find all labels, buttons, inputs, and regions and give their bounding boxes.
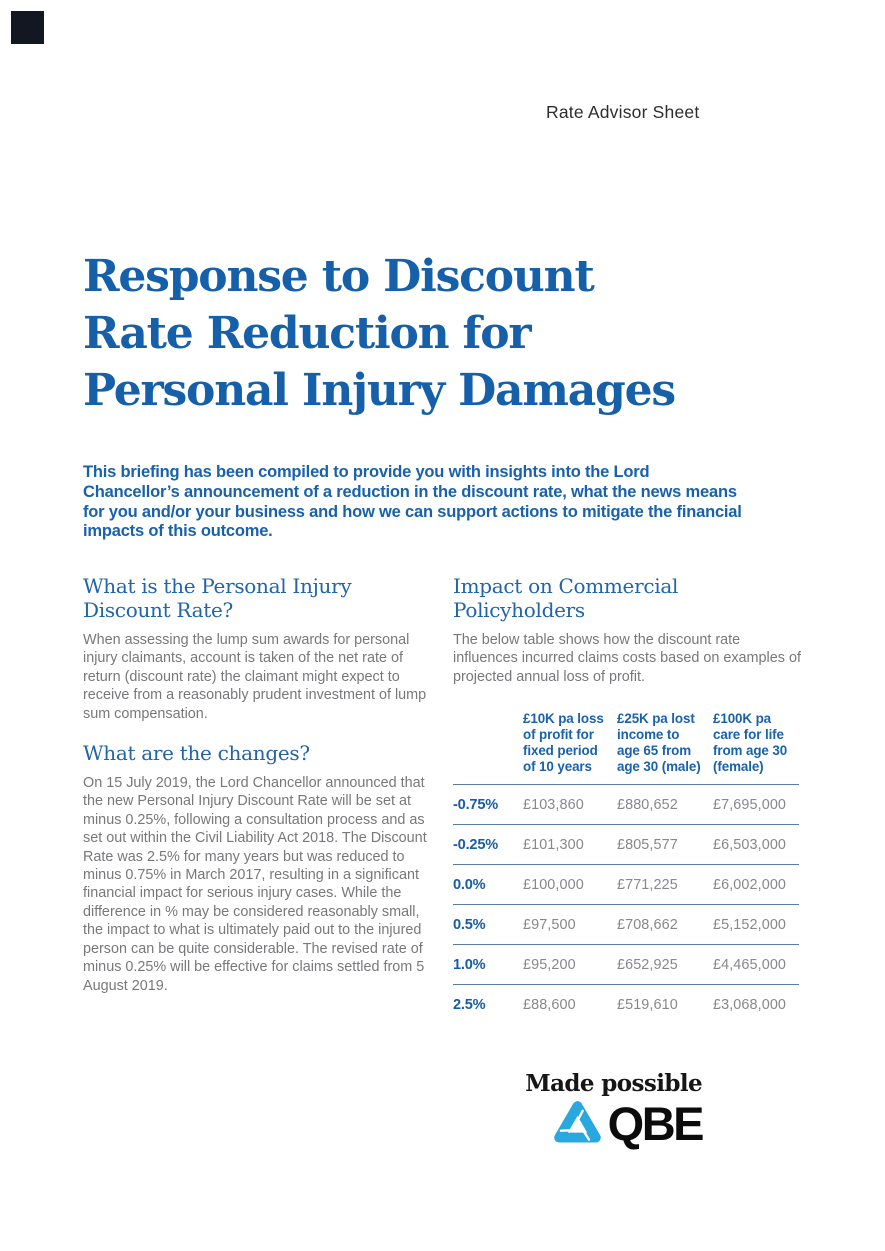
value-cell: £652,925 (617, 956, 678, 973)
doc-type-label: Rate Advisor Sheet (546, 102, 700, 122)
value-cell: £95,200 (523, 956, 576, 973)
right-column (453, 574, 801, 1024)
value-cell: £97,500 (523, 916, 576, 933)
page-title-line: Personal Injury Damages (83, 365, 675, 416)
section-body-impact: The below table shows how the discount rate influences incurred claims costs based on examples of projected annual loss of profit. (453, 632, 801, 685)
section-heading-changes: What are the changes? (83, 741, 310, 766)
value-cell: £6,503,000 (713, 836, 787, 853)
table-column-header: £25K pa lost income to age 65 from age 30 (male) (617, 711, 701, 775)
value-cell: £101,300 (523, 836, 584, 853)
rate-cell: -0.75% (453, 796, 499, 813)
table-row (453, 904, 799, 944)
corner-mark (11, 11, 44, 44)
impact-table (453, 711, 799, 1024)
rate-cell: 2.5% (453, 996, 486, 1013)
rate-cell: -0.25% (453, 836, 499, 853)
table-row (453, 824, 799, 864)
qbe-logo (525, 1097, 702, 1150)
qbe-logo-block (525, 1070, 702, 1150)
value-cell: £6,002,000 (713, 876, 787, 893)
page-title-line: Rate Reduction for (83, 308, 531, 359)
rate-cell: 1.0% (453, 956, 486, 973)
section-heading-impact: Impact on Commercial Policyholders (453, 574, 679, 622)
left-column (83, 574, 435, 995)
value-cell: £805,577 (617, 836, 678, 853)
value-cell: £771,225 (617, 876, 678, 893)
section-body-discount-rate: When assessing the lump sum awards for personal injury claimants, account is taken of the net rate of return (discount rate) the claimant might expect to receive from a reasonably prudent investment of lump sum compensation. (83, 632, 427, 722)
value-cell: £88,600 (523, 996, 576, 1013)
qbe-wordmark: QBE (607, 1097, 702, 1150)
value-cell: £100,000 (523, 876, 584, 893)
table-corner-cell (453, 711, 523, 775)
value-cell: £708,662 (617, 916, 678, 933)
table-column-header: £10K pa loss of profit for fixed period of 10 years (523, 711, 604, 775)
table-header-row (453, 711, 799, 784)
table-column-header: £100K pa care for life from age 30 (female) (713, 711, 788, 775)
page-title (83, 248, 763, 419)
value-cell: £5,152,000 (713, 916, 787, 933)
value-cell: £519,610 (617, 996, 678, 1013)
value-cell: £103,860 (523, 796, 584, 813)
section-body-changes: On 15 July 2019, the Lord Chancellor announced that the new Personal Injury Discount Rate will be set at minus 0.25%, following a consultation process and as set out within the Civil Liability Act 2018. The Discount Rate was 2.5% for many years but was reduced to minus 0.75% in March 2017, resulting in a significant financial impact for serious injury cases. While the difference in % may be considered reasonably small, the impact to what is ultimately paid out to the injured person can be quite considerable. The revised rate of minus 0.25% will be effective for claims settled from 5 August 2019. (83, 775, 427, 994)
intro-paragraph: This briefing has been compiled to provide you with insights into the Lord Chancellor’s announcement of a reduction in the discount rate, what the news means for you and/or your business and how we can support actions to mitigate the financial impacts of this outcome. (83, 463, 742, 541)
value-cell: £3,068,000 (713, 996, 787, 1013)
table-row (453, 984, 799, 1024)
rate-cell: 0.0% (453, 876, 486, 893)
table-row (453, 784, 799, 824)
section-heading-discount-rate: What is the Personal Injury Discount Rate? (83, 574, 352, 622)
value-cell: £880,652 (617, 796, 678, 813)
made-possible-tagline: Made possible (525, 1070, 702, 1097)
value-cell: £4,465,000 (713, 956, 787, 973)
page-title-line: Response to Discount (83, 251, 594, 302)
value-cell: £7,695,000 (713, 796, 787, 813)
rate-cell: 0.5% (453, 916, 486, 933)
table-row (453, 944, 799, 984)
qbe-knot-icon (554, 1100, 601, 1147)
table-row (453, 864, 799, 904)
